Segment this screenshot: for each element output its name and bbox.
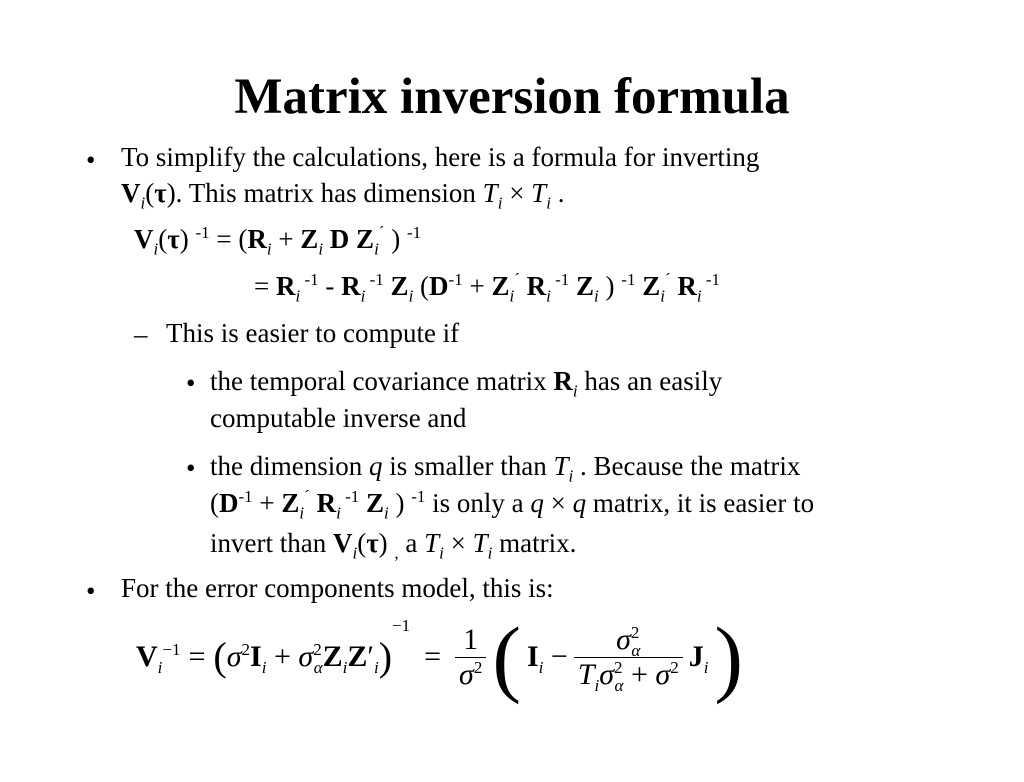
sub-sub-bullet-2-line-3: invert than $V_i(\tau)$ $_,$ a $T_i \times T_i$ matrix. — [210, 528, 577, 563]
sub-sub-bullet-2-line-1: the dimension q is smaller than $T_i$ . Because the matrix — [210, 451, 801, 486]
bullet-marker: • — [186, 453, 196, 483]
slide-title: Matrix inversion formula — [234, 69, 790, 125]
bullet-1-line-2: $V_i(\tau)$. This matrix has dimension $T_i \times T_i$ . — [121, 178, 565, 213]
bullet-marker: • — [86, 145, 96, 175]
bullet-2-text: For the error components model, this is: — [121, 573, 554, 603]
dash-marker: – — [134, 319, 148, 349]
equation-line-1: $V_i(\tau) ^{-1} = (R_i + Z_i$ D $Z_i^´$ ) $^{-1}$ — [134, 223, 422, 259]
bullet-1-line-1: To simplify the calculations, here is a formula for inverting — [121, 142, 760, 172]
sub-sub-bullet-2-line-2: ($D^{-1} + Z_i^´$ $R_i$ $^{-1}$ $Z_i$ ) $^{-1}$ is only a q × q matrix, it is easier to — [210, 487, 815, 523]
sub-sub-bullet-1-line-1: the temporal covariance matrix $R_i$ has an easily — [210, 366, 723, 401]
error-components-formula: $V_i^{-1}$ = ( $\sigma^2I_i + \sigma^2_\alpha Z_iZ'_i$ ) −1 = $\frac{1}{\sigma^2}$ ( $I_i$ − $\frac{\sigma^2_\alpha}{T_i\sigma^2_\alpha + \sigma^2}$ $J_i$ ) — [136, 609, 744, 705]
sub-sub-bullet-1-line-2: computable inverse and — [210, 403, 467, 433]
equation-line-2: = $R_i$ $^{-1} - R_i$ $^{-1}$ $Z_i$ ($D^{-1} + Z_i^´$ $R_i$ $^{-1}$ $Z_i$ ) $^{-1}$ $Z_i^´$ $R_i$ $^{-1}$ — [254, 270, 721, 306]
sub-bullet-text: This is easier to compute if — [166, 318, 460, 348]
bullet-marker: • — [186, 368, 196, 398]
bullet-marker: • — [86, 576, 96, 606]
